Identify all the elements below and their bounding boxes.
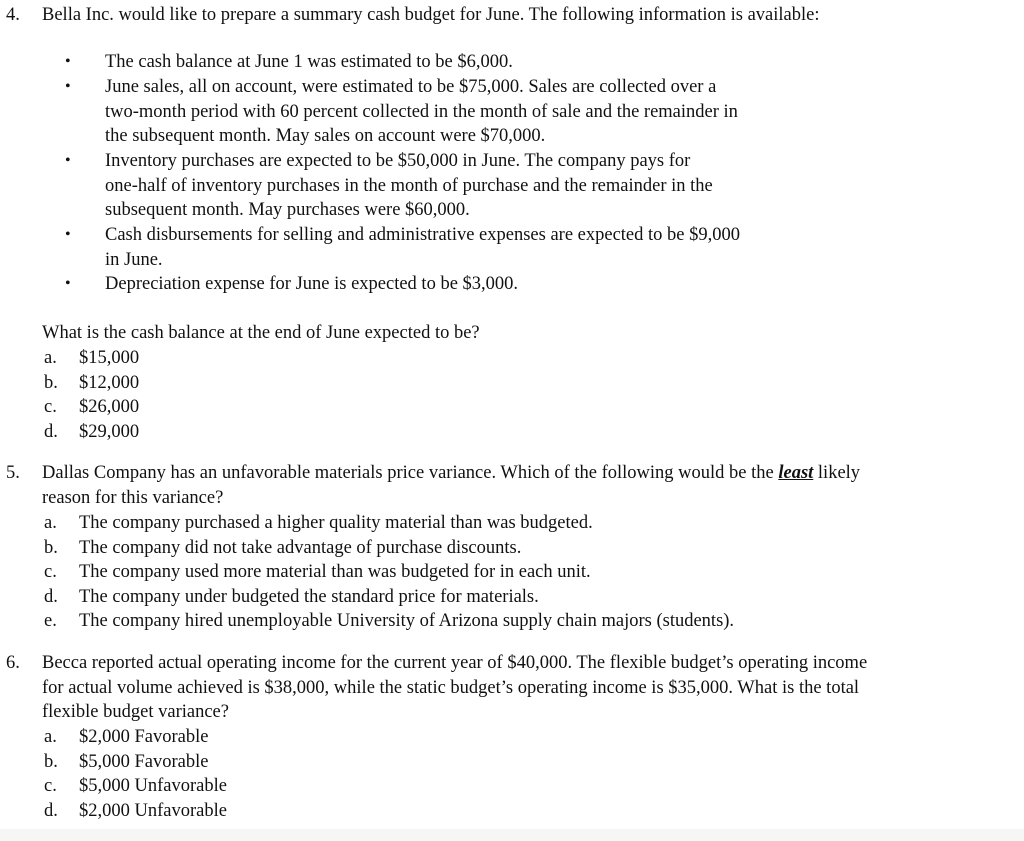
answer-option-e[interactable]: [0, 609, 1024, 634]
bullet-icon: •: [65, 226, 71, 243]
bullet-line: one-half of inventory purchases in the month of purchase and the remainder in the: [105, 175, 713, 196]
option-letter: a.: [44, 513, 57, 533]
bullet-line: The cash balance at June 1 was estimated to be $6,000.: [105, 52, 513, 72]
question-stem: [42, 651, 1017, 725]
answer-option-d[interactable]: [0, 799, 1024, 824]
bullet-line: June sales, all on account, were estimated to be $75,000. Sales are collected over a: [105, 77, 717, 97]
question-stem-line: [42, 461, 1017, 486]
page-bottom-edge: [0, 829, 1024, 841]
option-letter: b.: [44, 537, 58, 558]
question-stem-line: reason for this variance?: [42, 487, 224, 508]
question-stem-line: flexible budget variance?: [42, 702, 229, 723]
answer-option-d[interactable]: [0, 420, 1024, 445]
bullet-text: [105, 149, 713, 223]
option-text: $29,000: [79, 421, 140, 442]
answer-option-b[interactable]: [0, 536, 1024, 561]
option-letter: c.: [44, 776, 57, 797]
bullet-text: [105, 272, 518, 297]
option-text: The company did not take advantage of purchase discounts.: [79, 537, 522, 558]
bullet-line: in June.: [105, 249, 163, 270]
answer-option-d[interactable]: [0, 585, 1024, 610]
question-number: 6.: [6, 653, 20, 673]
option-text: $26,000: [79, 397, 140, 418]
answer-option-a[interactable]: [0, 725, 1024, 750]
option-text: $12,000: [79, 372, 140, 393]
question-stem: [42, 461, 1017, 510]
answer-option-c[interactable]: [0, 560, 1024, 585]
option-letter: d.: [44, 421, 58, 442]
question-stem-line: Bella Inc. would like to prepare a summary cash budget for June. The following information is available:: [42, 5, 820, 25]
option-text: $2,000 Unfavorable: [79, 800, 227, 821]
bullet-icon: •: [65, 275, 71, 292]
option-letter: d.: [44, 800, 58, 821]
question-number: 5.: [6, 463, 20, 483]
bullet-line: Depreciation expense for June is expected to be $3,000.: [105, 274, 519, 294]
option-letter: d.: [44, 586, 58, 607]
option-letter: e.: [44, 611, 57, 632]
bullet-line: Inventory purchases are expected to be $50,000 in June. The company pays for: [105, 151, 691, 171]
question-stem: [42, 3, 1017, 28]
option-text: The company under budgeted the standard price for materials.: [79, 586, 539, 607]
answer-option-c[interactable]: [0, 774, 1024, 799]
bullet-text: [105, 75, 738, 149]
answer-option-b[interactable]: [0, 750, 1024, 775]
answer-option-c[interactable]: [0, 395, 1024, 420]
question-4-prompt: What is the cash balance at the end of June expected to be?: [42, 323, 480, 343]
option-letter: b.: [44, 751, 58, 772]
bullet-icon: •: [65, 53, 71, 70]
bullet-line: the subsequent month. May sales on account were $70,000.: [105, 126, 546, 147]
option-text: $2,000 Favorable: [79, 727, 209, 747]
answer-option-a[interactable]: [0, 511, 1024, 536]
option-text: The company purchased a higher quality material than was budgeted.: [79, 513, 593, 533]
option-letter: c.: [44, 397, 57, 418]
option-letter: b.: [44, 372, 58, 393]
bullet-line: subsequent month. May purchases were $60,000.: [105, 200, 470, 221]
option-letter: a.: [44, 727, 57, 747]
question-stem-line: for actual volume achieved is $38,000, while the static budget’s operating income is $35,000. What is the total: [42, 677, 860, 698]
answer-option-b[interactable]: [0, 371, 1024, 396]
stem-emphasis: least: [778, 463, 814, 483]
answer-option-a[interactable]: [0, 346, 1024, 371]
bullet-text: [105, 223, 740, 272]
option-letter: a.: [44, 348, 57, 368]
option-letter: c.: [44, 562, 57, 583]
stem-text: Dallas Company has an unfavorable materials price variance. Which of the following would be the: [42, 463, 779, 483]
option-text: $15,000: [79, 348, 140, 368]
bullet-icon: •: [65, 152, 71, 169]
option-text: The company hired unemployable University of Arizona supply chain majors (students).: [79, 611, 735, 632]
bullet-text: [105, 50, 513, 75]
bullet-icon: •: [65, 78, 71, 95]
option-text: The company used more material than was budgeted for in each unit.: [79, 562, 591, 583]
bullet-line: two-month period with 60 percent collected in the month of sale and the remainder in: [105, 101, 738, 122]
bullet-line: Cash disbursements for selling and administrative expenses are expected to be $9,000: [105, 225, 740, 245]
option-text: $5,000 Favorable: [79, 751, 209, 772]
question-number: 4.: [6, 5, 20, 25]
option-text: $5,000 Unfavorable: [79, 776, 227, 797]
stem-text: likely: [813, 463, 861, 483]
question-stem-line: Becca reported actual operating income for the current year of $40,000. The flexible budget’s operating income: [42, 653, 868, 673]
